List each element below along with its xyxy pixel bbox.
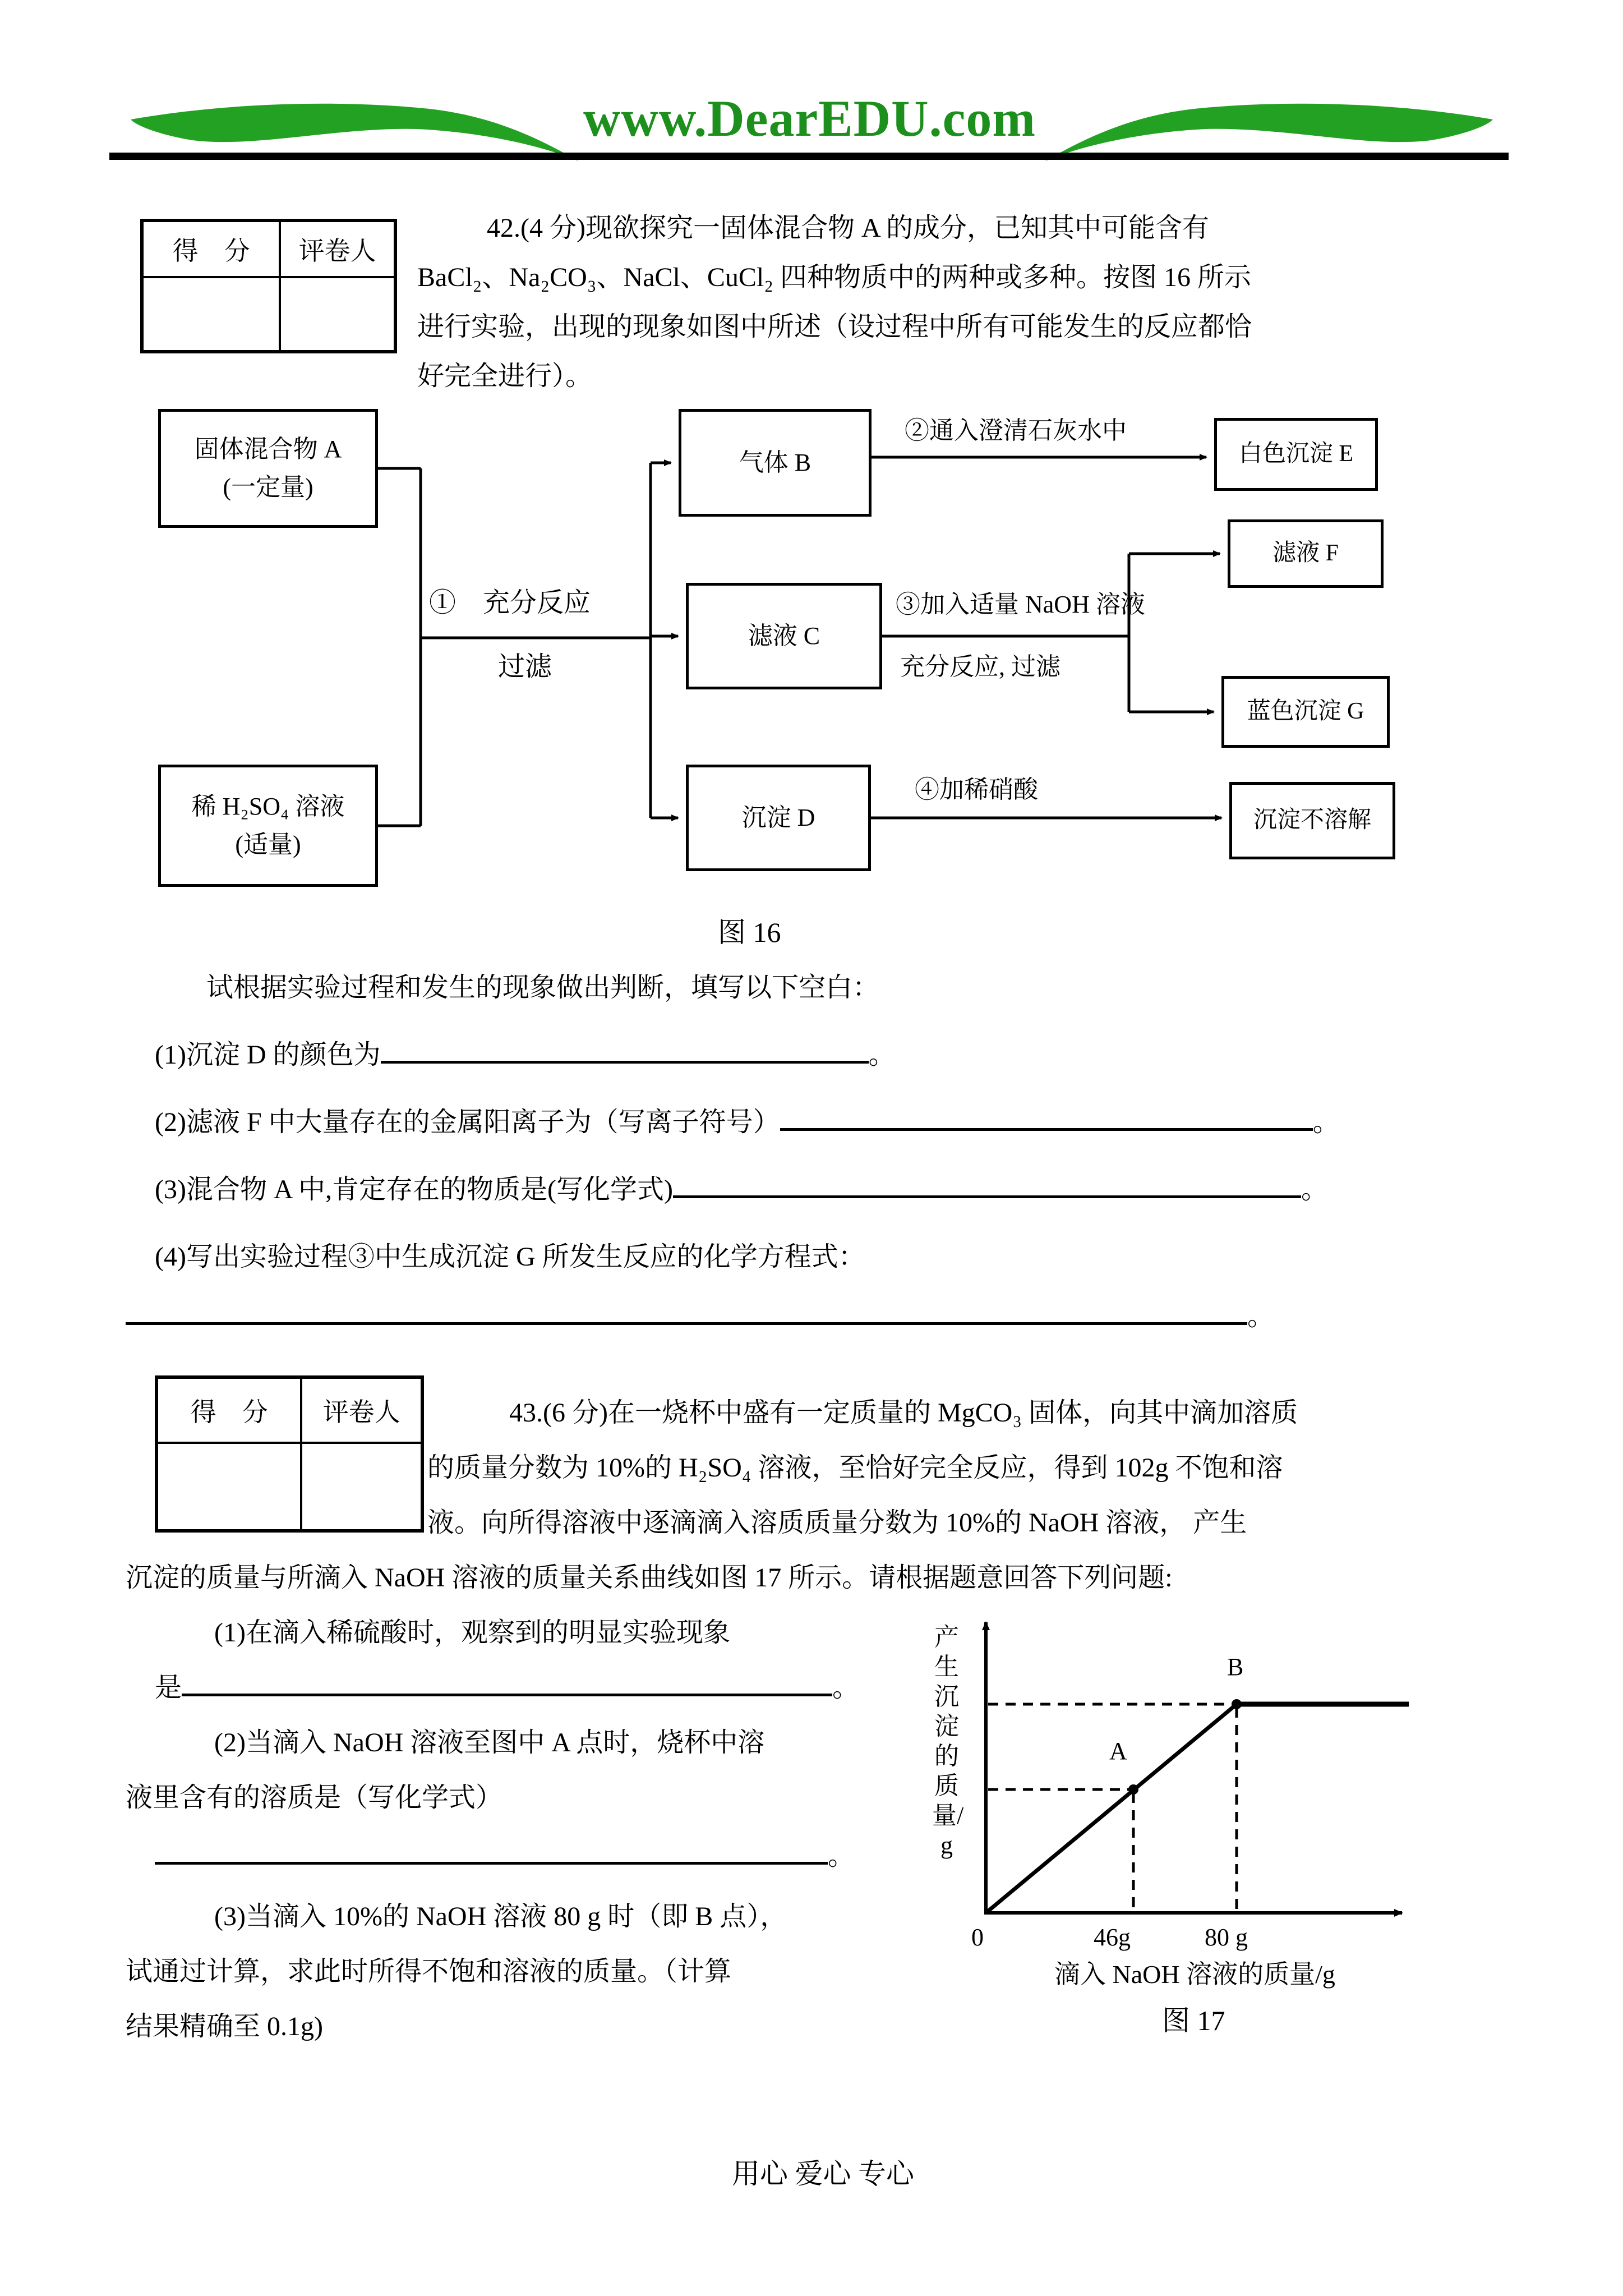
q42-line2: BaCl₂、Na₂CO₃、NaCl、CuCl₂ 四种物质中的两种或多种。按图 16 所示 xyxy=(417,263,1251,292)
q42-item2-label: (2)滤液 F 中大量存在的金属阳离子为（写离子符号） xyxy=(155,1107,780,1137)
q43-line3: 液。向所得溶液中逐滴滴入溶质质量分数为 10%的 NaOH 溶液， 产生 xyxy=(427,1508,1247,1538)
q42-item3-label: (3)混合物 A 中,肯定存在的物质是(写化学式) xyxy=(155,1175,673,1204)
flow-box-acid-line2: (适量) xyxy=(235,831,301,858)
grader-label: 评卷人 xyxy=(281,222,394,278)
chart-tick-80g: 80 g xyxy=(1205,1924,1248,1951)
flow-box-a-line2: (一定量) xyxy=(223,473,313,501)
q42-item4-period: 。 xyxy=(1247,1301,1275,1331)
flow-box-blue-precipitate-g xyxy=(1221,676,1390,748)
flow-step4-label: ④加稀硝酸 xyxy=(915,776,1038,803)
q42-item2 xyxy=(155,1106,1340,1139)
q42-item4: (4)写出实验过程③中生成沉淀 G 所发生反应的化学方程式： xyxy=(155,1242,865,1272)
q42-item4-answer-line xyxy=(126,1300,1274,1333)
q42-item3-blank xyxy=(673,1189,1301,1198)
flow-box-blue-g-label: 蓝色沉淀 G xyxy=(1247,698,1364,725)
q42-item2-period: 。 xyxy=(1312,1107,1340,1137)
q42-prompt: 试根据实验过程和发生的现象做出判断，填写以下空白： xyxy=(206,973,880,1002)
flow-box-gas-b xyxy=(679,409,872,517)
flow-box-solid-mixture-a xyxy=(158,409,378,528)
logo-text: www.DearEDU.com xyxy=(583,90,1036,147)
score-table-q43 xyxy=(155,1375,424,1533)
grader-label: 评卷人 xyxy=(302,1379,421,1444)
grader-value-empty xyxy=(302,1444,421,1529)
q43-line2: 的质量分数为 10%的 H₂SO₄ 溶液，至恰好完全反应，得到 102g 不饱和溶 xyxy=(427,1453,1283,1483)
flow-step3-label-bottom: 充分反应, 过滤 xyxy=(900,653,1061,680)
chart-point-a-label: A xyxy=(1109,1737,1127,1765)
q43-item3-line2: 试通过计算，求此时所得不饱和溶液的质量。（计算 xyxy=(126,1957,732,1986)
q42-line3: 进行实验，出现的现象如图中所述（设过程中所有可能发生的反应都恰 xyxy=(417,312,1252,342)
flow-box-precipitate-insoluble xyxy=(1229,782,1395,859)
q43-item1-line2 xyxy=(155,1672,859,1704)
q42-item1-period: 。 xyxy=(868,1040,896,1070)
chart-tick-46g: 46g xyxy=(1094,1924,1131,1951)
q42-item1 xyxy=(155,1039,896,1071)
q43-line4: 沉淀的质量与所滴入 NaOH 溶液的质量关系曲线如图 17 所示。请根据题意回答下列问题: xyxy=(126,1563,1173,1593)
q42-line4: 好完全进行）。 xyxy=(417,361,593,391)
chart-point-b-label: B xyxy=(1227,1653,1244,1681)
q43-line1: 43.(6 分)在一烧杯中盛有一定质量的 MgCO₃ 固体，向其中滴加溶质 xyxy=(509,1398,1298,1428)
flow-box-acid-line1: 稀 H₂SO₄ 溶液 xyxy=(191,792,345,820)
score-label: 得 分 xyxy=(144,222,281,278)
chart-y-axis-label: 产生沉淀的质量/g xyxy=(932,1623,964,1859)
figure16-caption: 图 16 xyxy=(718,917,781,948)
q43-item1-prefix: 是 xyxy=(155,1673,182,1703)
score-value-empty xyxy=(158,1444,302,1529)
q43-item1-period: 。 xyxy=(832,1673,860,1703)
q42-item3 xyxy=(155,1174,1328,1206)
flow-box-dilute-h2so4 xyxy=(158,765,378,887)
flow-box-a-line1: 固体混合物 A xyxy=(194,435,342,463)
q43-item1-line1: (1)在滴入稀硫酸时，观察到的明显实验现象 xyxy=(214,1618,730,1648)
figure17-caption: 图 17 xyxy=(1162,2005,1225,2036)
q43-item3-line1: (3)当滴入 10%的 NaOH 溶液 80 g 时（即 B 点）， xyxy=(214,1902,787,1931)
flow-step1-label-bottom: 过滤 xyxy=(498,652,552,682)
flow-step2-label: ②通入澄清石灰水中 xyxy=(905,417,1127,444)
chart-origin-label: 0 xyxy=(971,1924,984,1951)
q43-item2-blank xyxy=(155,1855,828,1865)
q43-item2-line2: 液里含有的溶质是（写化学式） xyxy=(126,1783,503,1812)
q43-item1-blank xyxy=(182,1687,832,1696)
q43-item3-line3: 结果精确至 0.1g) xyxy=(126,2012,323,2041)
flow-step3-label-top: ③加入适量 NaOH 溶液 xyxy=(896,591,1145,618)
flow-box-precipitate-d xyxy=(686,765,871,871)
score-label: 得 分 xyxy=(158,1379,302,1444)
flow-box-gas-label: 气体 B xyxy=(739,448,811,476)
page-footer: 用心 爱心 专心 xyxy=(732,2158,914,2189)
flow-box-white-e-label: 白色沉淀 E xyxy=(1238,441,1354,467)
flow-box-insoluble-label: 沉淀不溶解 xyxy=(1253,807,1371,834)
q42-item1-blank xyxy=(381,1054,869,1064)
q42-item4-blank xyxy=(126,1315,1247,1325)
q42-item2-blank xyxy=(780,1121,1313,1131)
q43-item2-line1: (2)当滴入 NaOH 溶液至图中 A 点时，烧杯中溶 xyxy=(214,1728,765,1757)
q42-item1-label: (1)沉淀 D 的颜色为 xyxy=(155,1040,381,1070)
q42-line1: 42.(4 分)现欲探究一固体混合物 A 的成分，已知其中可能含有 xyxy=(487,213,1209,243)
q43-item2-period: 。 xyxy=(828,1841,855,1871)
flow-box-filtrate-f xyxy=(1228,519,1384,588)
flow-box-filtrate-c xyxy=(686,583,882,689)
flow-box-white-precipitate-e xyxy=(1214,418,1378,491)
flow-box-filtrate-f-label: 滤液 F xyxy=(1272,540,1339,567)
chart-x-axis-label: 滴入 NaOH 溶液的质量/g xyxy=(1054,1960,1335,1989)
q42-item3-period: 。 xyxy=(1301,1175,1328,1204)
flow-step1-label-top: ① 充分反应 xyxy=(429,588,591,618)
flow-box-filtrate-c-label: 滤液 C xyxy=(748,622,820,650)
flow-box-precipitate-d-label: 沉淀 D xyxy=(741,803,815,831)
q43-item2-answer-line xyxy=(155,1840,855,1872)
